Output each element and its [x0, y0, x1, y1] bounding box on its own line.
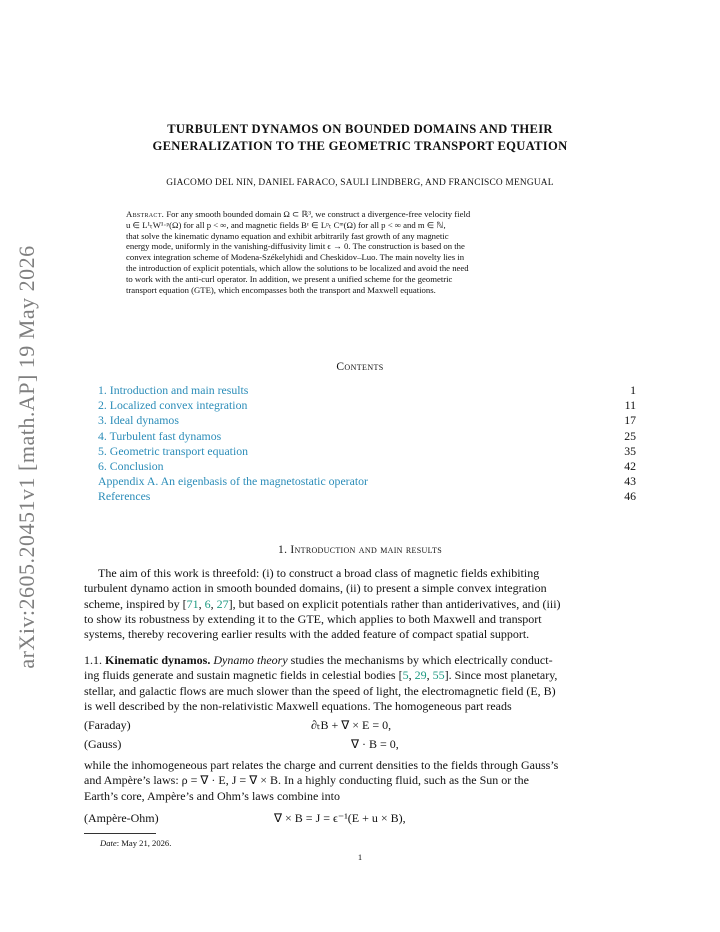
- citation-link[interactable]: 6: [204, 596, 211, 611]
- toc-page-number: 35: [624, 443, 636, 458]
- body-line: while the inhomogeneous part relates the charge and current densities to the fields through Gauss’s: [84, 758, 559, 772]
- contents-heading: Contents: [336, 361, 384, 373]
- body-line-with-citations: [84, 668, 636, 683]
- text-run: ing fluids generate and sustain magnetic fields in celestial bodies [: [84, 668, 403, 683]
- arxiv-identifier: arXiv:2605.20451v1 [math.AP] 19 May 2026: [14, 245, 39, 669]
- equation-label: (Faraday): [84, 718, 131, 732]
- abstract-heading: Abstract.: [126, 209, 165, 219]
- equation-label: (Gauss): [84, 737, 122, 751]
- title-line-1: TURBULENT DYNAMOS ON BOUNDED DOMAINS AND THEIR: [167, 122, 553, 136]
- toc-page-number: 25: [624, 428, 636, 443]
- citation-link[interactable]: 71: [186, 596, 199, 611]
- equation-faraday: [84, 718, 636, 734]
- citation-link[interactable]: 55: [432, 668, 445, 683]
- toc-entry-conclusion[interactable]: [98, 459, 636, 474]
- citation-link[interactable]: 27: [216, 596, 229, 611]
- body-line: turbulent dynamo action in smooth bounded domains, (ii) to present a simple convex integration: [84, 581, 547, 596]
- maxwell-paragraph: [84, 758, 636, 804]
- body-line: is well described by the non-relativistic Maxwell equations. The homogeneous part reads: [84, 698, 512, 713]
- toc-link[interactable]: 2. Localized convex integration: [98, 398, 248, 413]
- toc-entry-references[interactable]: [98, 489, 636, 504]
- toc-entry-introduction[interactable]: [98, 383, 636, 398]
- citation-link[interactable]: 29: [414, 668, 427, 683]
- equation-body: ∂ₜB + ∇ × E = 0,: [311, 718, 392, 732]
- toc-link[interactable]: 3. Ideal dynamos: [98, 413, 179, 428]
- toc-link[interactable]: Appendix A. An eigenbasis of the magnetostatic operator: [98, 474, 368, 489]
- body-line: systems, thereby recovering earlier results with the added feature of compact spatial support.: [84, 627, 530, 642]
- equation-ampere-ohm: [84, 811, 636, 827]
- toc-page-number: 17: [624, 413, 636, 428]
- toc-entry-turbulent-fast-dynamos[interactable]: [98, 429, 636, 444]
- body-line: The aim of this work is threefold: (i) to construct a broad class of magnetic fields exhibiting: [98, 566, 540, 580]
- footnote-label: Date: [100, 838, 117, 848]
- body-line: stellar, and galactic flows are much slower than the speed of light, the electromagnetic field (E, B): [84, 683, 556, 698]
- table-of-contents: [98, 383, 636, 505]
- text-run: ], but based on explicit potentials rather than antiderivatives, and (iii): [228, 596, 561, 611]
- page-number: 1: [357, 852, 363, 862]
- abstract-line: the introduction of explicit potentials, which allow the solutions to be localized and avoid the need: [126, 262, 469, 273]
- footnote-rule: [84, 833, 156, 834]
- toc-link[interactable]: 6. Conclusion: [98, 458, 164, 473]
- abstract-line: convex integration scheme of Modena-Székelyhidi and Cheskidov–Luo. The main novelty lies in: [126, 252, 465, 263]
- toc-link[interactable]: 4. Turbulent fast dynamos: [98, 428, 222, 443]
- toc-page-number: 46: [624, 489, 636, 504]
- text-run: ,: [210, 596, 217, 611]
- abstract-line: For any smooth bounded domain Ω ⊂ ℝ³, we construct a divergence-free velocity field: [166, 209, 471, 219]
- toc-link[interactable]: 1. Introduction and main results: [98, 383, 249, 397]
- abstract-line: that solve the kinematic dynamo equation and exhibit arbitrarily fast growth of any magnetic: [126, 230, 449, 241]
- toc-page-number: 1: [630, 383, 636, 397]
- toc-entry-ideal-dynamos[interactable]: [98, 413, 636, 428]
- text-run: ,: [426, 668, 433, 683]
- text-run: studies the mechanisms by which electrically conduct-: [287, 653, 553, 667]
- text-run: ,: [198, 596, 205, 611]
- section-heading: 1. Introduction and main results: [278, 544, 442, 556]
- abstract-line: u ∈ L¹ₜW¹·ᵖ(Ω) for all p < ∞, and magnetic fields Bᵋ ∈ Lᵖₜ Cᵐ(Ω) for all p < ∞ and m ∈ ℕ,: [126, 219, 446, 230]
- abstract-line: transport equation (GTE), which encompasses both the transport and Maxwell equations.: [126, 284, 436, 295]
- toc-link[interactable]: 5. Geometric transport equation: [98, 443, 249, 458]
- equation-gauss: [84, 737, 636, 753]
- toc-entry-appendix-a[interactable]: [98, 474, 636, 489]
- kinematic-dynamos-paragraph: [84, 653, 636, 714]
- text-run: ,: [408, 668, 415, 683]
- abstract-line: to work with the anti-curl operator. In addition, we present a unified scheme for the geometric: [126, 273, 453, 284]
- subsection-title: Kinematic dynamos.: [105, 653, 211, 667]
- body-line-with-citations: [84, 597, 636, 612]
- abstract-line: energy mode, uniformly in the vanishing-diffusivity limit ϵ → 0. The construction is based on the: [126, 241, 465, 252]
- text-run: ]. Since most planetary,: [444, 668, 558, 683]
- equation-label: (Ampère-Ohm): [84, 811, 159, 825]
- toc-entry-geometric-transport-equation[interactable]: [98, 444, 636, 459]
- equation-body: ∇ × B = J = ϵ⁻¹(E + u × B),: [274, 811, 406, 825]
- title-line-2: GENERALIZATION TO THE GEOMETRIC TRANSPORT EQUATION: [152, 139, 568, 153]
- intro-paragraph: [84, 566, 636, 642]
- body-line: and Ampère’s laws: ρ = ∇ · E, J = ∇ × B. In a highly conducting fluid, such as the Sun or the: [84, 773, 529, 788]
- toc-page-number: 11: [624, 398, 636, 413]
- text-run: scheme, inspired by [: [84, 596, 187, 611]
- paper-title: [90, 121, 630, 155]
- emphasis-term: Dynamo theory: [213, 653, 288, 667]
- footnote-text: : May 21, 2026.: [116, 838, 172, 848]
- date-footnote: [100, 838, 171, 848]
- citation-link[interactable]: 5: [402, 668, 409, 683]
- toc-page-number: 43: [624, 474, 636, 489]
- toc-page-number: 42: [624, 458, 636, 473]
- equation-body: ∇ · B = 0,: [351, 737, 399, 751]
- author-list: GIACOMO DEL NIN, DANIEL FARACO, SAULI LINDBERG, AND FRANCISCO MENGUAL: [166, 178, 554, 188]
- toc-entry-localized-convex-integration[interactable]: [98, 398, 636, 413]
- toc-link[interactable]: References: [98, 489, 151, 504]
- abstract: [126, 209, 594, 295]
- body-line: Earth’s core, Ampère’s and Ohm’s laws combine into: [84, 788, 340, 803]
- subsection-number: 1.1.: [84, 653, 102, 667]
- body-line: to show its robustness by extending it to the GTE, which applies to both Maxwell and transport: [84, 611, 542, 626]
